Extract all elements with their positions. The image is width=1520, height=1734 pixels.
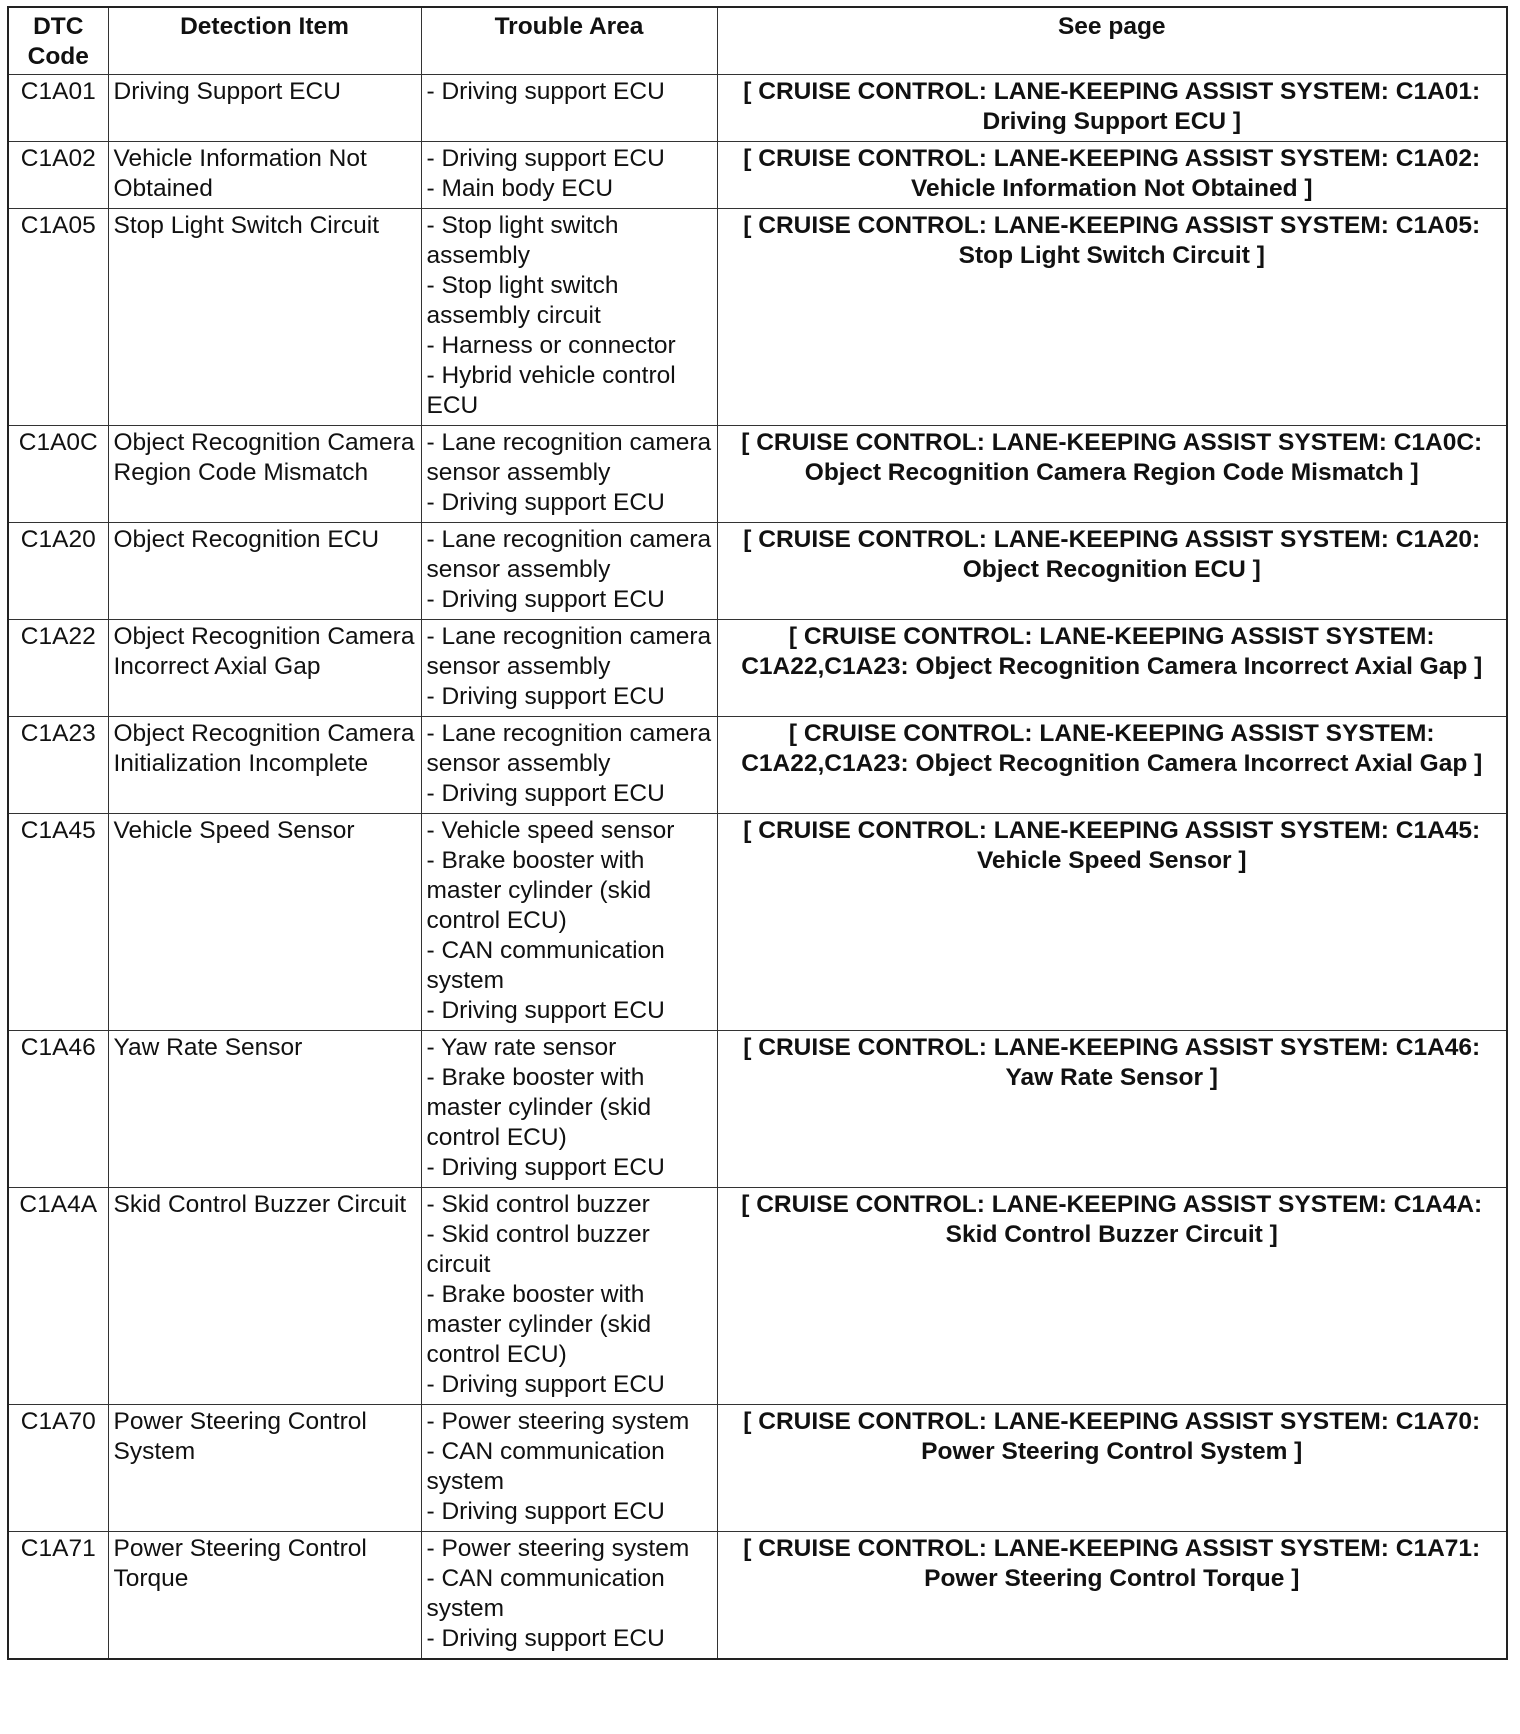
see-page-link[interactable]: [ CRUISE CONTROL: LANE-KEEPING ASSIST SYSTEM: C1A0C: Object Recognition Camera Region Code Mismatch ] [717, 426, 1507, 523]
header-dtc-code-line1: DTC [33, 13, 84, 40]
dtc-code-cell: C1A23 [8, 717, 108, 814]
trouble-area-item: - Stop light switch assembly circuit [426, 272, 619, 329]
dtc-code-cell: C1A05 [8, 209, 108, 426]
table-row [8, 1188, 1507, 1405]
detection-item-cell: Yaw Rate Sensor [108, 1031, 421, 1188]
dtc-code-cell: C1A4A [8, 1188, 108, 1405]
dtc-code-cell: C1A20 [8, 523, 108, 620]
trouble-area-item: - Brake booster with master cylinder (skid control ECU) [426, 847, 652, 934]
trouble-area-item: - Main body ECU [426, 175, 614, 202]
detection-item-cell: Vehicle Information Not Obtained [108, 142, 421, 209]
detection-item-cell: Power Steering Control System [108, 1405, 421, 1532]
dtc-code-cell: C1A46 [8, 1031, 108, 1188]
table-row [8, 209, 1507, 426]
see-page-link[interactable]: [ CRUISE CONTROL: LANE-KEEPING ASSIST SYSTEM: C1A20: Object Recognition ECU ] [717, 523, 1507, 620]
table-row [8, 620, 1507, 717]
see-page-link[interactable]: [ CRUISE CONTROL: LANE-KEEPING ASSIST SYSTEM: C1A02: Vehicle Information Not Obtained ] [717, 142, 1507, 209]
trouble-area-cell [421, 1188, 717, 1405]
trouble-area-item: - Driving support ECU [426, 78, 665, 105]
trouble-area-item: - Driving support ECU [426, 1498, 665, 1525]
trouble-area-cell [421, 142, 717, 209]
header-trouble-area: Trouble Area [421, 7, 717, 75]
trouble-area-cell [421, 1532, 717, 1660]
trouble-area-item: - Driving support ECU [426, 780, 665, 807]
detection-item-cell: Stop Light Switch Circuit [108, 209, 421, 426]
see-page-link[interactable]: [ CRUISE CONTROL: LANE-KEEPING ASSIST SYSTEM: C1A22,C1A23: Object Recognition Camera Incorrect Axial Gap ] [717, 620, 1507, 717]
see-page-link[interactable]: [ CRUISE CONTROL: LANE-KEEPING ASSIST SYSTEM: C1A4A: Skid Control Buzzer Circuit ] [717, 1188, 1507, 1405]
dtc-code-cell: C1A45 [8, 814, 108, 1031]
trouble-area-item: - Vehicle speed sensor [426, 817, 675, 844]
detection-item-cell: Power Steering Control Torque [108, 1532, 421, 1660]
trouble-area-cell [421, 75, 717, 142]
trouble-area-item: - Driving support ECU [426, 997, 665, 1024]
trouble-area-cell [421, 814, 717, 1031]
trouble-area-cell [421, 620, 717, 717]
header-dtc-code-line2: Code [27, 43, 89, 70]
dtc-code-cell: C1A02 [8, 142, 108, 209]
trouble-area-cell [421, 1031, 717, 1188]
detection-item-cell: Object Recognition Camera Incorrect Axial Gap [108, 620, 421, 717]
trouble-area-item: - CAN communication system [426, 1438, 665, 1495]
table-row [8, 523, 1507, 620]
trouble-area-item: - Lane recognition camera sensor assembly [426, 429, 712, 486]
dtc-code-cell: C1A01 [8, 75, 108, 142]
table-row [8, 142, 1507, 209]
table-body [8, 75, 1507, 1660]
table-row [8, 717, 1507, 814]
table-header [8, 7, 1507, 75]
detection-item-cell: Skid Control Buzzer Circuit [108, 1188, 421, 1405]
trouble-area-item: - Harness or connector [426, 332, 676, 359]
trouble-area-item: - Power steering system [426, 1408, 690, 1435]
table-row [8, 75, 1507, 142]
trouble-area-item: - Driving support ECU [426, 586, 665, 613]
trouble-area-cell [421, 209, 717, 426]
table-row [8, 1405, 1507, 1532]
trouble-area-cell [421, 1405, 717, 1532]
dtc-code-cell: C1A71 [8, 1532, 108, 1660]
detection-item-cell: Object Recognition ECU [108, 523, 421, 620]
trouble-area-item: - Brake booster with master cylinder (skid control ECU) [426, 1281, 652, 1368]
trouble-area-item: - Brake booster with master cylinder (skid control ECU) [426, 1064, 652, 1151]
dtc-code-cell: C1A0C [8, 426, 108, 523]
trouble-area-item: - CAN communication system [426, 1565, 665, 1622]
trouble-area-item: - Yaw rate sensor [426, 1034, 617, 1061]
trouble-area-cell [421, 523, 717, 620]
trouble-area-item: - Driving support ECU [426, 1371, 665, 1398]
header-see-page: See page [717, 7, 1507, 75]
dtc-table [7, 6, 1508, 1660]
header-row [8, 7, 1507, 75]
trouble-area-item: - Stop light switch assembly [426, 212, 619, 269]
trouble-area-item: - Driving support ECU [426, 145, 665, 172]
see-page-link[interactable]: [ CRUISE CONTROL: LANE-KEEPING ASSIST SYSTEM: C1A05: Stop Light Switch Circuit ] [717, 209, 1507, 426]
table-row [8, 1031, 1507, 1188]
trouble-area-item: - Lane recognition camera sensor assembly [426, 623, 712, 680]
table-row [8, 1532, 1507, 1660]
see-page-link[interactable]: [ CRUISE CONTROL: LANE-KEEPING ASSIST SYSTEM: C1A46: Yaw Rate Sensor ] [717, 1031, 1507, 1188]
detection-item-cell: Object Recognition Camera Initialization Incomplete [108, 717, 421, 814]
trouble-area-item: - Skid control buzzer circuit [426, 1221, 650, 1278]
see-page-link[interactable]: [ CRUISE CONTROL: LANE-KEEPING ASSIST SYSTEM: C1A45: Vehicle Speed Sensor ] [717, 814, 1507, 1031]
trouble-area-item: - Driving support ECU [426, 1154, 665, 1181]
trouble-area-item: - Hybrid vehicle control ECU [426, 362, 676, 419]
trouble-area-cell [421, 426, 717, 523]
trouble-area-item: - CAN communication system [426, 937, 665, 994]
trouble-area-cell [421, 717, 717, 814]
trouble-area-item: - Driving support ECU [426, 1625, 665, 1652]
see-page-link[interactable]: [ CRUISE CONTROL: LANE-KEEPING ASSIST SYSTEM: C1A70: Power Steering Control System ] [717, 1405, 1507, 1532]
trouble-area-item: - Driving support ECU [426, 683, 665, 710]
detection-item-cell: Driving Support ECU [108, 75, 421, 142]
trouble-area-item: - Lane recognition camera sensor assembly [426, 720, 712, 777]
trouble-area-item: - Driving support ECU [426, 489, 665, 516]
trouble-area-item: - Skid control buzzer [426, 1191, 650, 1218]
trouble-area-item: - Power steering system [426, 1535, 690, 1562]
header-dtc-code [8, 7, 108, 75]
dtc-code-cell: C1A22 [8, 620, 108, 717]
see-page-link[interactable]: [ CRUISE CONTROL: LANE-KEEPING ASSIST SYSTEM: C1A22,C1A23: Object Recognition Camera Incorrect Axial Gap ] [717, 717, 1507, 814]
see-page-link[interactable]: [ CRUISE CONTROL: LANE-KEEPING ASSIST SYSTEM: C1A71: Power Steering Control Torque ] [717, 1532, 1507, 1660]
header-detection-item: Detection Item [108, 7, 421, 75]
detection-item-cell: Object Recognition Camera Region Code Mismatch [108, 426, 421, 523]
trouble-area-item: - Lane recognition camera sensor assembly [426, 526, 712, 583]
see-page-link[interactable]: [ CRUISE CONTROL: LANE-KEEPING ASSIST SYSTEM: C1A01: Driving Support ECU ] [717, 75, 1507, 142]
detection-item-cell: Vehicle Speed Sensor [108, 814, 421, 1031]
dtc-code-cell: C1A70 [8, 1405, 108, 1532]
table-row [8, 814, 1507, 1031]
table-row [8, 426, 1507, 523]
